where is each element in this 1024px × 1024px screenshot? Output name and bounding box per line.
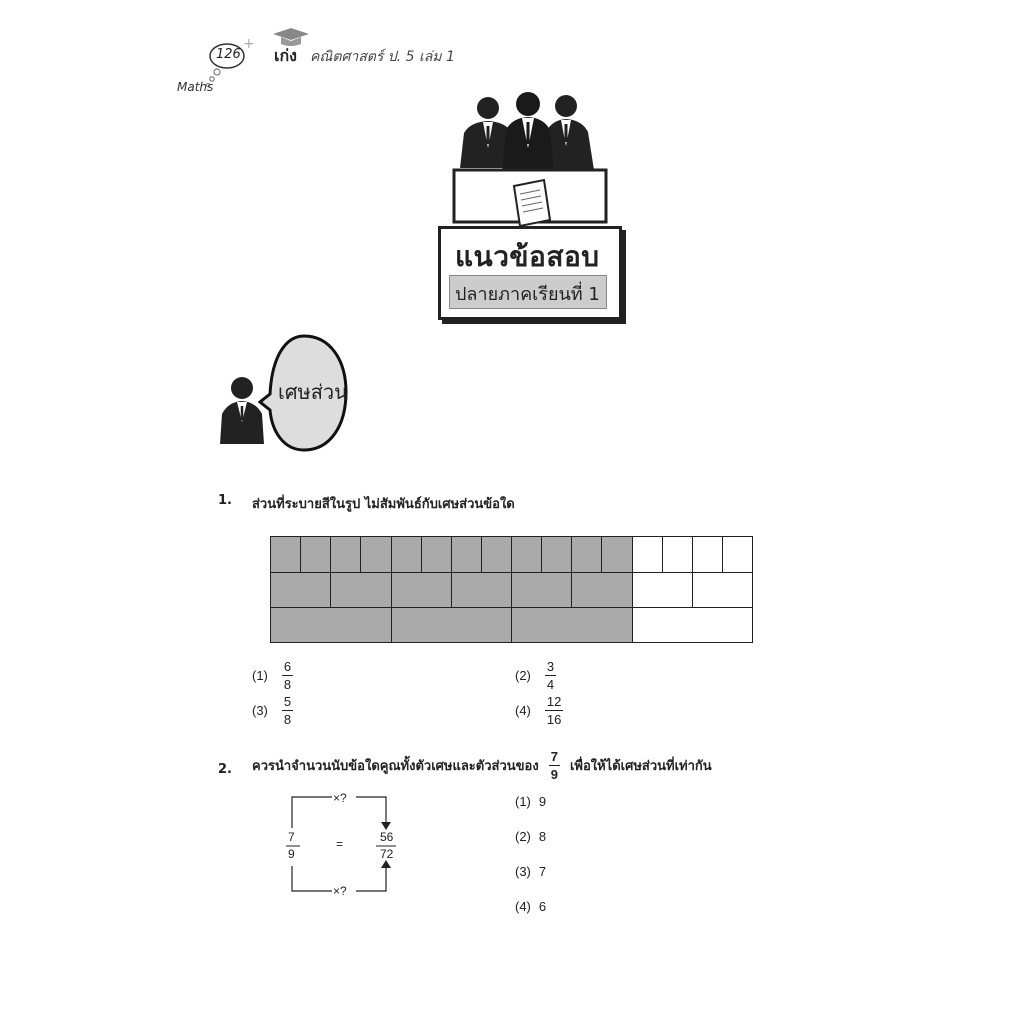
book-title-bold: เก่ง xyxy=(274,46,297,65)
q2-option-3[interactable] xyxy=(515,864,546,879)
q2-option-2[interactable] xyxy=(515,829,546,844)
question-2-text xyxy=(252,750,712,781)
q2-option-1[interactable] xyxy=(515,794,546,809)
grid-cell-shaded xyxy=(571,536,602,573)
grid-cell-shaded xyxy=(270,536,301,573)
diagram-right-denominator: 72 xyxy=(380,847,394,861)
grid-cell-shaded xyxy=(541,536,572,573)
option-label: (3) xyxy=(515,864,531,879)
grid-cell-empty xyxy=(632,536,663,573)
grid-cell-empty xyxy=(722,536,753,573)
page-header xyxy=(175,30,475,100)
option-label: (2) xyxy=(515,829,531,844)
grid-cell-shaded xyxy=(330,572,391,608)
banner-subtitle: ปลายภาคเรียนที่ 1 xyxy=(455,284,600,305)
diagram-bottom-label: ×? xyxy=(333,884,347,898)
svg-text:+: + xyxy=(243,38,255,52)
grid-cell-shaded xyxy=(511,572,572,608)
question-2-text-before: ควรนำจำนวนนับข้อใดคูณทั้งตัวเศษและตัวส่วนของ xyxy=(252,759,539,774)
grid-cell-empty xyxy=(632,572,693,608)
equivalent-fraction-diagram xyxy=(284,788,414,903)
page-number: 126 xyxy=(216,47,241,62)
option-label: (1) xyxy=(515,794,531,809)
diagram-right-numerator: 56 xyxy=(380,830,394,844)
diagram-left-numerator: 7 xyxy=(288,830,295,844)
grid-cell-shaded xyxy=(391,536,422,573)
option-label: (4) xyxy=(515,899,531,914)
book-title: คณิตศาสตร์ ป. 5 เล่ม 1 xyxy=(310,49,455,65)
grid-cell-shaded xyxy=(391,607,513,643)
grid-row-eighths xyxy=(271,572,753,608)
option-value: 6 xyxy=(538,899,547,914)
grid-cell-shaded xyxy=(511,536,542,573)
grid-cell-shaded xyxy=(300,536,331,573)
grid-cell-shaded xyxy=(511,607,633,643)
q1-option-4[interactable] xyxy=(515,695,563,726)
option-label: (4) xyxy=(515,703,531,718)
exam-banner xyxy=(438,226,622,320)
diagram-equals: = xyxy=(336,837,344,851)
grid-cell-shaded xyxy=(481,536,512,573)
question-2-fraction: $\frac{7}{9}$ xyxy=(550,749,558,782)
question-1-text: ส่วนที่ระบายสีในรูป ไม่สัมพันธ์กับเศษส่วนข้อใด xyxy=(252,497,515,512)
grid-cell-shaded xyxy=(451,536,482,573)
grid-cell-shaded xyxy=(391,572,452,608)
diagram-left-denominator: 9 xyxy=(288,847,295,861)
option-label: (3) xyxy=(252,703,268,718)
exam-committee-illustration xyxy=(450,88,610,228)
grid-cell-empty xyxy=(632,607,754,643)
option-label: (2) xyxy=(515,668,531,683)
option-value: 8 xyxy=(538,829,547,844)
grid-cell-shaded xyxy=(451,572,512,608)
q2-option-4[interactable] xyxy=(515,899,546,914)
grid-row-quarters xyxy=(271,607,753,643)
q1-option-2[interactable] xyxy=(515,660,556,691)
grid-cell-shaded xyxy=(270,572,331,608)
option-label: (1) xyxy=(252,668,268,683)
banner-title: แนวข้อสอบ xyxy=(455,240,600,273)
question-2-number: 2. xyxy=(218,762,232,777)
grid-cell-empty xyxy=(692,536,723,573)
topic-label: เศษส่วน xyxy=(278,380,348,404)
diagram-top-label: ×? xyxy=(333,791,347,805)
grid-cell-shaded xyxy=(601,536,632,573)
option-value: 9 xyxy=(538,794,547,809)
grid-cell-shaded xyxy=(571,572,632,608)
option-fraction: $\frac{6}{8}$ xyxy=(283,659,292,692)
option-value: 7 xyxy=(538,864,547,879)
grid-cell-shaded xyxy=(421,536,452,573)
q1-option-1[interactable] xyxy=(252,660,293,691)
option-fraction: $\frac{12}{16}$ xyxy=(546,694,562,727)
grid-cell-shaded xyxy=(270,607,392,643)
question-1-number: 1. xyxy=(218,493,232,508)
grid-cell-empty xyxy=(692,572,753,608)
grid-row-sixteenths xyxy=(271,536,753,573)
grid-cell-shaded xyxy=(330,536,361,573)
q1-option-3[interactable] xyxy=(252,695,293,726)
option-fraction: $\frac{5}{8}$ xyxy=(283,694,292,727)
grid-cell-empty xyxy=(662,536,693,573)
question-2-text-after: เพื่อให้ได้เศษส่วนที่เท่ากัน xyxy=(569,759,712,774)
grid-cell-shaded xyxy=(360,536,391,573)
maths-label: Maths xyxy=(177,80,214,94)
option-fraction: $\frac{3}{4}$ xyxy=(546,659,555,692)
